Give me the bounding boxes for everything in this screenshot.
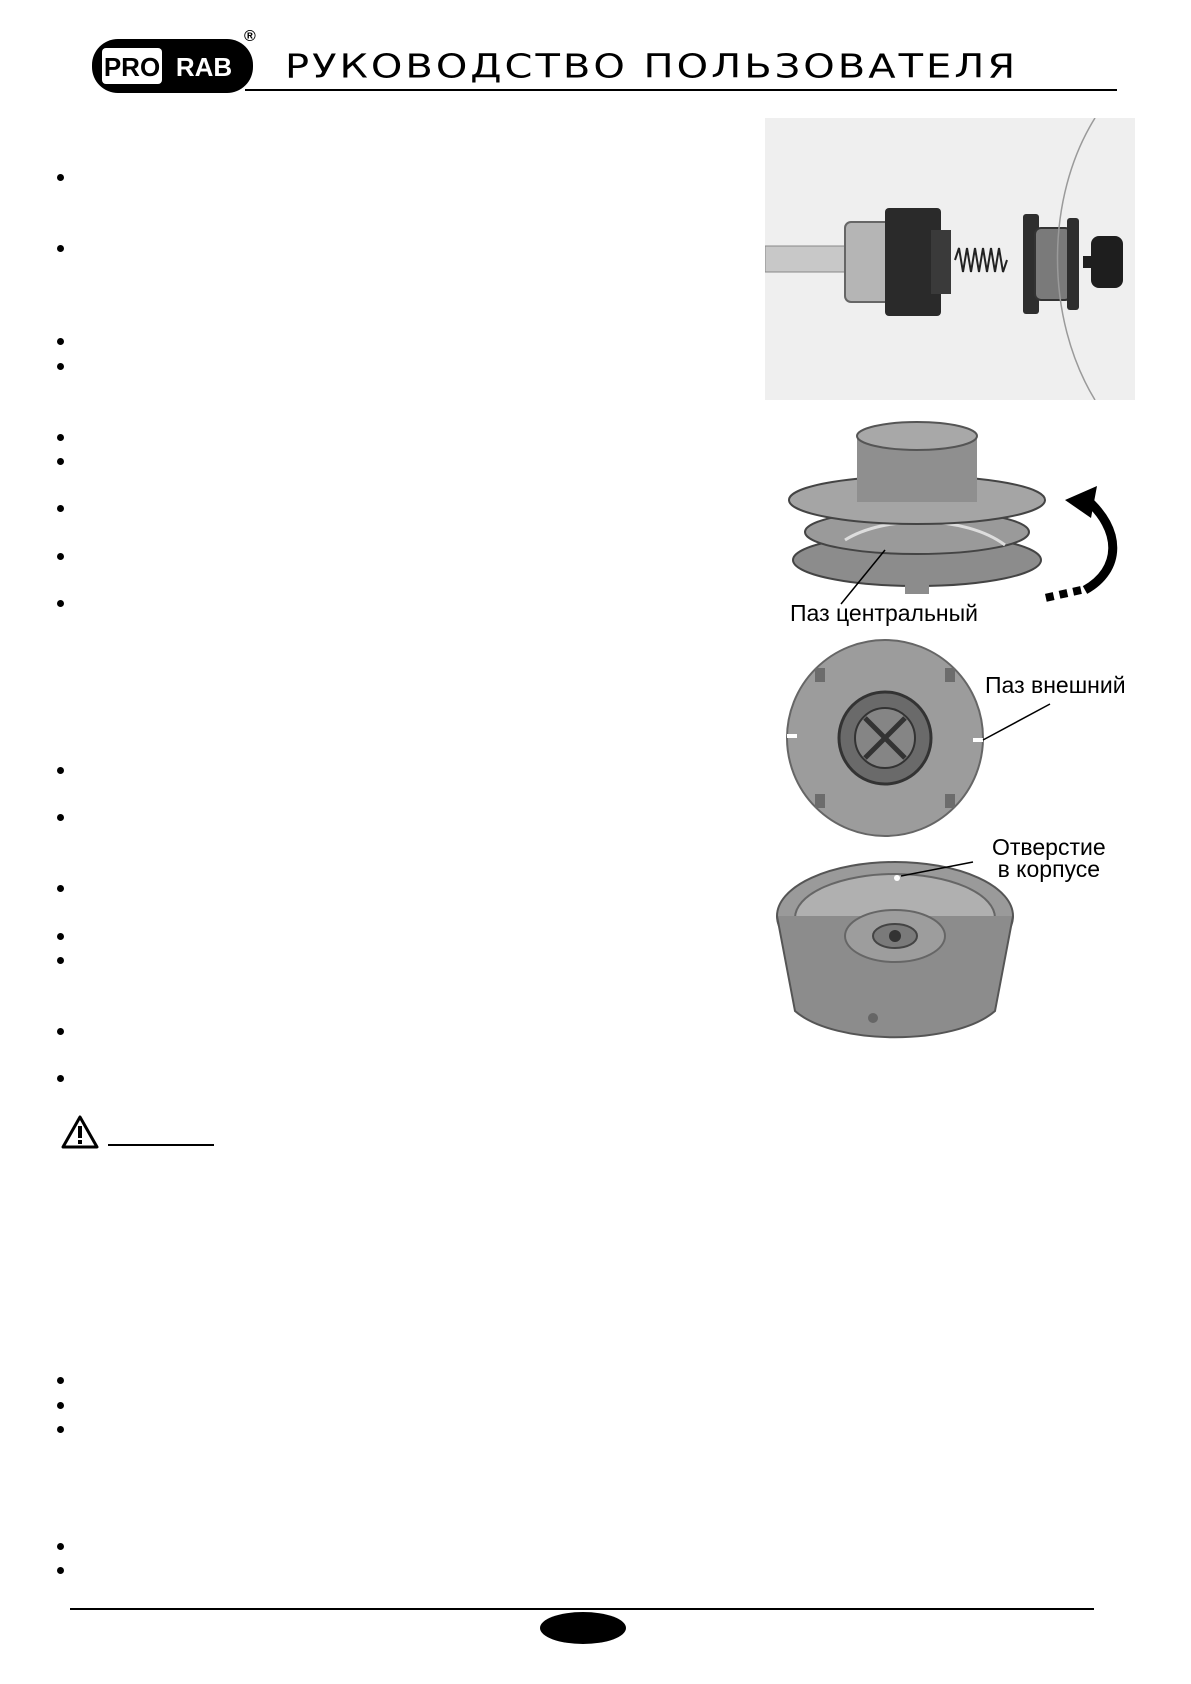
bullet-dot [57,1377,64,1384]
bullet-dot [57,1567,64,1574]
housing-hole-label [992,836,1106,880]
spool-top-view-photo [785,638,1145,838]
central-groove-label: Паз центральный [790,600,979,626]
warning-icon [61,1115,99,1149]
spool-photo [785,420,1141,610]
housing-hole-label-line2: в корпусе [997,856,1101,882]
bullet-dot [57,174,64,181]
logo-text-rab: RAB [175,52,233,82]
bullet-dot [57,434,64,441]
page-title: РУКОВОДСТВО ПОЛЬЗОВАТЕЛЯ [285,48,1019,86]
bullet-dot [57,1028,64,1035]
bullet-dot [57,1543,64,1550]
bullet-dot [57,767,64,774]
bullet-dot [57,1075,64,1082]
bullet-dot [57,553,64,560]
warning-underline [108,1144,214,1146]
registered-mark: ® [244,28,256,45]
bullet-dot [57,458,64,465]
bullet-dot [57,505,64,512]
outer-groove-label: Паз внешний [985,672,1126,698]
bullet-dot [57,600,64,607]
bullet-dot [57,363,64,370]
page-number-badge [540,1612,626,1644]
housing-hole-label-line1: Отверстие [992,834,1106,860]
bullet-dot [57,338,64,345]
bullet-dot [57,245,64,252]
header-divider [245,89,1117,91]
bullet-dot [57,885,64,892]
footer-divider [70,1608,1094,1610]
bullet-dot [57,1402,64,1409]
bullet-dot [57,933,64,940]
bullet-dot [57,814,64,821]
trimmer-head-exploded-photo [765,118,1135,400]
logo-text-pro: PRO [103,52,161,82]
bullet-dot [57,957,64,964]
bullet-dot [57,1426,64,1433]
prorab-logo [91,38,254,94]
